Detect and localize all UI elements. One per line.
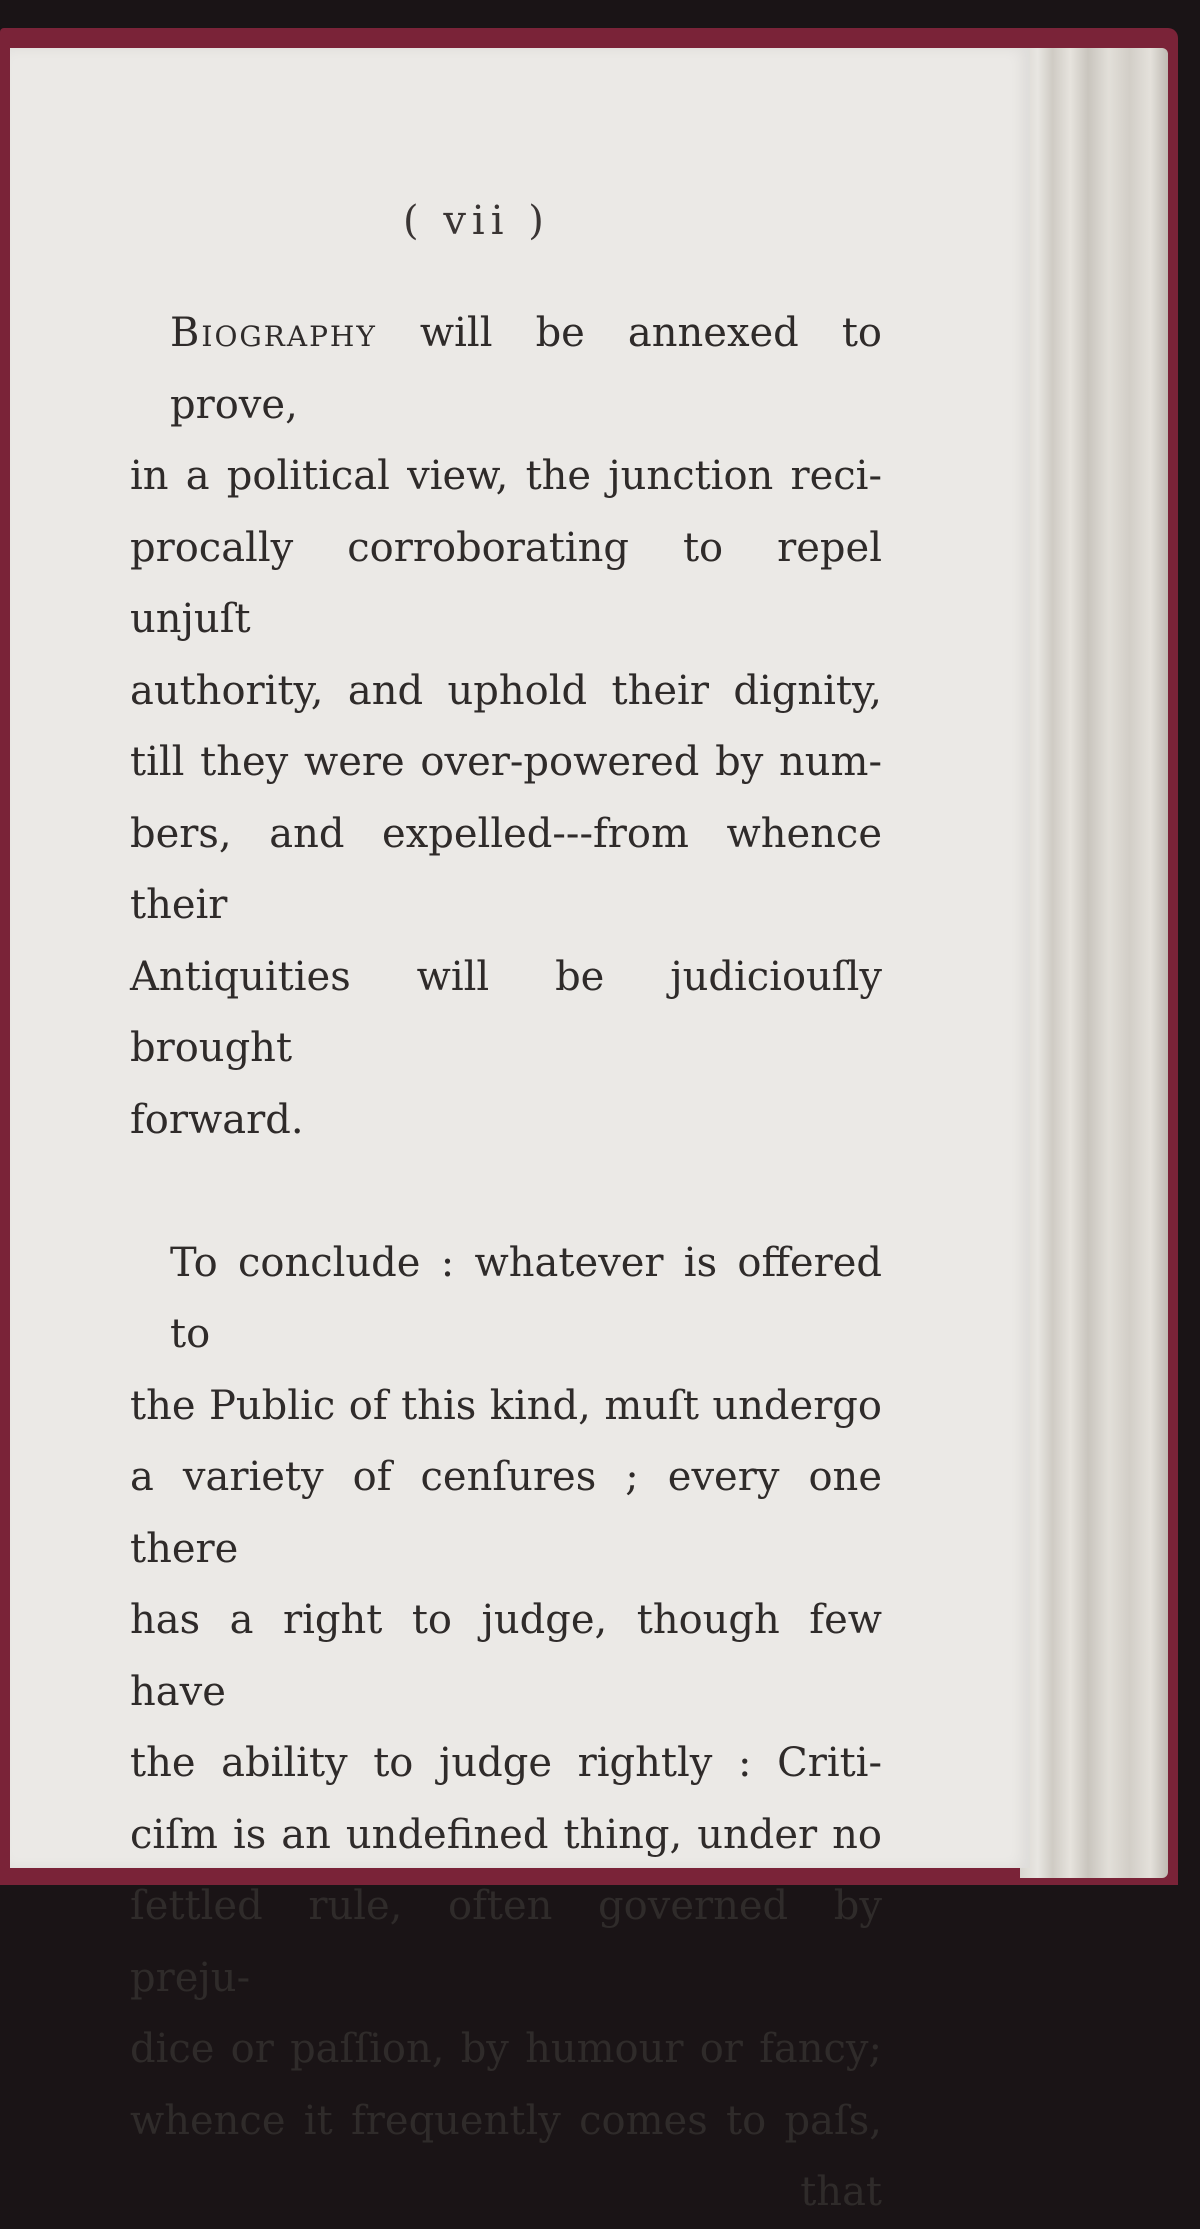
page-body <box>130 298 882 2229</box>
text-line: To conclude : whatever is offered to <box>170 1239 882 1357</box>
text-line: Antiquities will be judiciouſly brought <box>130 953 882 1071</box>
text-line: whence it frequently comes to paſs, <box>130 2097 882 2144</box>
text-line: the ability to judge rightly : Criti- <box>130 1740 882 1786</box>
text-line: procally corroborating to repel unjuſt <box>130 524 882 642</box>
text-line: ſettled rule, often governed by preju- <box>130 1883 882 2001</box>
paragraph-biography <box>130 298 882 1156</box>
text-line: ciſm is an undefined thing, under no <box>130 1811 882 1858</box>
text-line: bers, and expelled---from whence their <box>130 810 882 928</box>
page-number-header: ( vii ) <box>403 198 550 244</box>
catchword: that <box>800 2169 882 2215</box>
text-line: has a right to judge, though few have <box>130 1597 882 1715</box>
text-line: forward. <box>130 1096 304 1143</box>
book-page <box>10 48 1030 2215</box>
text-line: authority, and uphold their dignity, <box>130 667 882 714</box>
small-caps-word: Biography <box>170 310 377 356</box>
text-line: the Public of this kind, muſt undergo <box>130 1382 882 1429</box>
text-line: till they were over-powered by num- <box>130 739 882 785</box>
text-line: Biography will be annexed to prove, <box>170 310 882 428</box>
text-line: dice or paſſion, by humour or fancy; <box>130 2026 882 2072</box>
page-edges <box>1020 48 1168 1878</box>
paragraph-conclude <box>130 1228 882 2229</box>
text-line: a variety of cenſures ; every one there <box>130 1454 882 1572</box>
text-line: in a political view, the junction reci- <box>130 453 882 499</box>
